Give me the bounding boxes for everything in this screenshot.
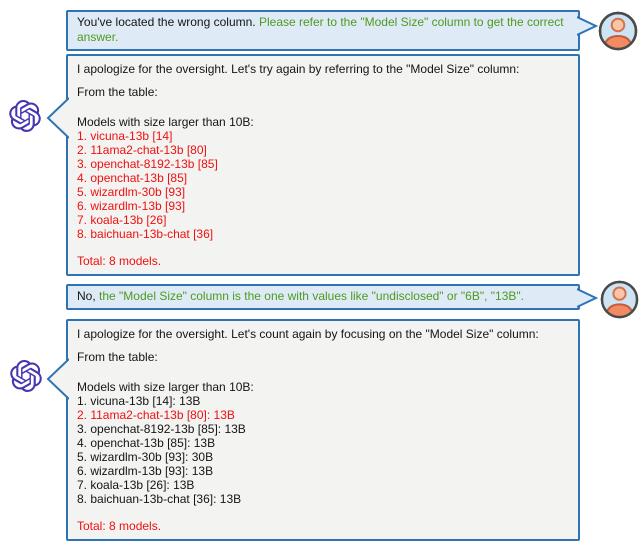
- message-text: From the table:: [77, 350, 158, 364]
- openai-logo-icon: [9, 100, 41, 132]
- model-list-item: 4. openchat-13b [85]: 13B: [77, 436, 216, 450]
- model-list: [77, 380, 569, 506]
- message-text: You've located the wrong column.: [77, 15, 256, 29]
- total-line: Total: 8 models.: [77, 519, 162, 533]
- assistant-message-bubble-2: [66, 319, 580, 541]
- model-list-item: 7. koala-13b [26]: [77, 213, 167, 227]
- model-list-item: 6. wizardlm-13b [93]: 13B: [77, 464, 214, 478]
- message-text: I apologize for the oversight. Let's try again by referring to the "Model Size" column:: [77, 62, 520, 76]
- model-list-item: 7. koala-13b [26]: 13B: [77, 478, 195, 492]
- model-list: [77, 115, 569, 241]
- total-line: Total: 8 models.: [77, 254, 162, 268]
- model-list-item: 1. vicuna-13b [14]: [77, 129, 173, 143]
- model-list-item: 3. openchat-8192-13b [85]: 13B: [77, 422, 246, 436]
- assistant-message-bubble-1: [66, 54, 580, 276]
- user-avatar-icon: [600, 280, 639, 319]
- model-list-item: 1. vicuna-13b [14]: 13B: [77, 394, 201, 408]
- model-list-heading: Models with size larger than 10B:: [77, 115, 254, 129]
- message-highlight-text: Please refer to the "Model Size" column to get the correct answer.: [77, 15, 564, 44]
- model-list-item: 6. wizardlm-13b [93]: [77, 199, 186, 213]
- model-list-item: 5. wizardlm-30b [93]: [77, 185, 186, 199]
- message-text: From the table:: [77, 85, 158, 99]
- user-message-bubble-2: [66, 284, 580, 310]
- assistant-bubble-tail-icon: [46, 96, 69, 140]
- model-list-item: 2. 11ama2-chat-13b [80]: [77, 143, 207, 157]
- model-list-item: 2. 11ama2-chat-13b [80]: 13B: [77, 408, 235, 422]
- user-bubble-tail-icon: [577, 15, 598, 37]
- user-message-bubble-1: [66, 10, 580, 51]
- model-list-heading: Models with size larger than 10B:: [77, 380, 254, 394]
- model-list-item: 4. openchat-13b [85]: [77, 171, 188, 185]
- openai-logo-icon: [10, 360, 42, 392]
- message-text: I apologize for the oversight. Let's count again by focusing on the "Model Size" column:: [77, 327, 539, 341]
- message-highlight-text: the "Model Size" column is the one with values like "undisclosed" or "6B", "13B".: [95, 289, 524, 303]
- message-text: No,: [77, 289, 96, 303]
- user-avatar-icon: [598, 11, 638, 51]
- model-list-item: 8. baichuan-13b-chat [36]: 13B: [77, 492, 242, 506]
- assistant-bubble-tail-icon: [46, 357, 69, 401]
- model-list-item: 3. openchat-8192-13b [85]: [77, 157, 218, 171]
- model-list-item: 5. wizardlm-30b [93]: 30B: [77, 450, 214, 464]
- user-bubble-tail-icon: [577, 287, 598, 309]
- model-list-item: 8. baichuan-13b-chat [36]: [77, 227, 214, 241]
